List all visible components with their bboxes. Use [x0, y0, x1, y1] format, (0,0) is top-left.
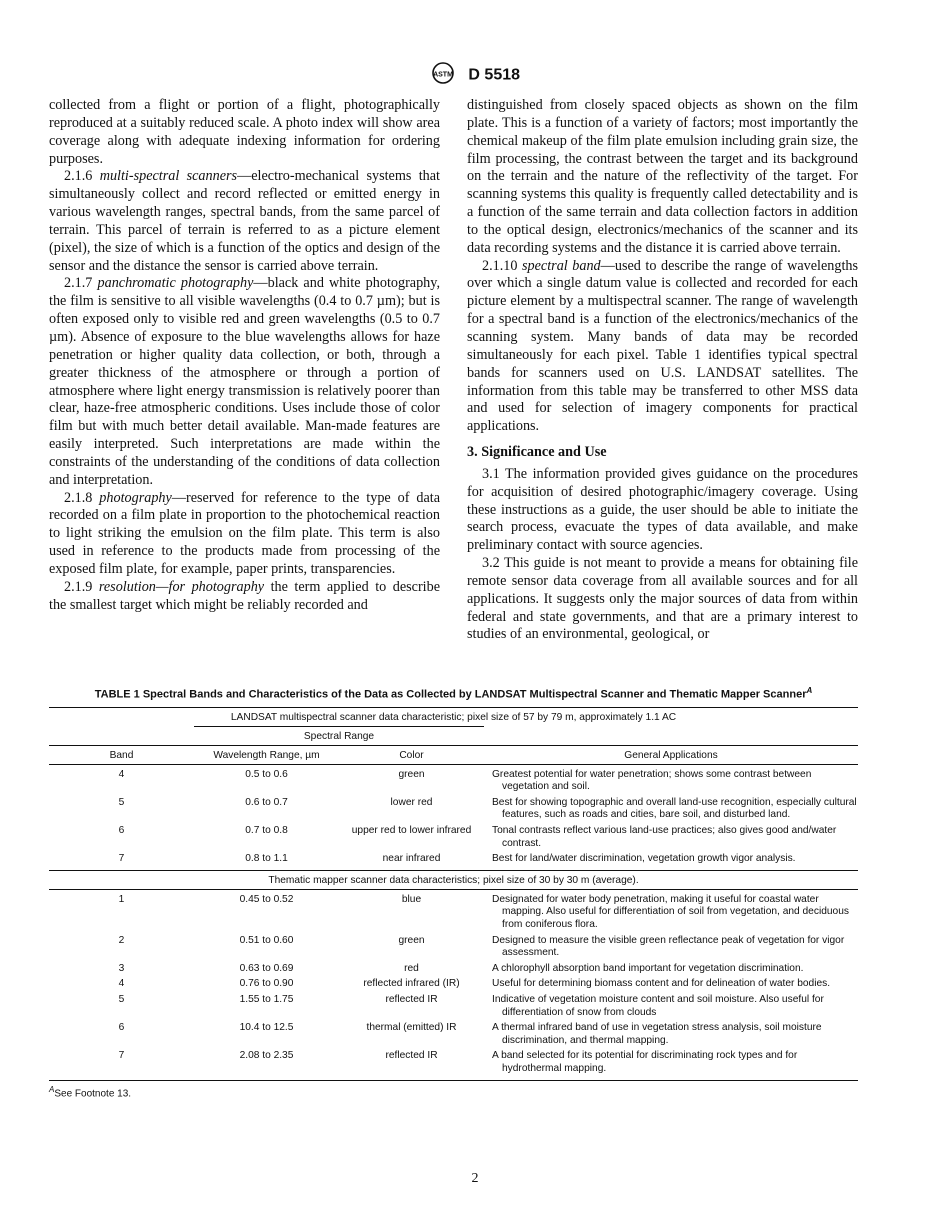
column-header: Band	[49, 745, 194, 764]
band-cell: 7	[118, 853, 125, 865]
color-cell: thermal (emitted) IR	[366, 1022, 457, 1034]
table-row	[49, 1020, 858, 1048]
application-cell	[484, 889, 858, 932]
band-cell: 4	[118, 978, 125, 990]
table-row	[49, 961, 858, 977]
application-cell	[484, 795, 858, 823]
table-row	[49, 1048, 858, 1080]
table-caption: TABLE 1 Spectral Bands and Characteristics of the Data as Collected by LANDSAT Multispectral Scanner and Thematic Mapper Scanner$^A$	[94, 686, 813, 701]
table-row	[49, 795, 858, 823]
wavelength-cell: 0.63 to 0.69	[239, 962, 294, 974]
table-row	[49, 992, 858, 1020]
wavelength-cell: 0.7 to 0.8	[245, 825, 288, 837]
application-text: Best for land/water discrimination, vegetation growth vigor analysis.	[492, 853, 796, 865]
wavelength-cell: 2.08 to 2.35	[239, 1050, 294, 1062]
application-text: Designed to measure the visible green reflectance peak of vegetation for vigor assessment.	[492, 934, 845, 959]
table-row	[49, 823, 858, 851]
table-row	[49, 851, 858, 870]
application-text: Greatest potential for water penetration; shows some contrast between vegetation and soil.	[492, 768, 812, 793]
color-cell: near infrared	[382, 853, 441, 865]
application-text: Best for showing topographic and overall land-use recognition, especially cultural features, such as roads and cities, bare soil, and disturbed land.	[492, 796, 857, 821]
application-cell	[484, 933, 858, 961]
column-header-row	[49, 745, 858, 764]
application-text: Tonal contrasts reflect various land-use practices; also gives good and/water contrast.	[492, 825, 837, 849]
application-cell	[484, 823, 858, 851]
wavelength-cell: 1.55 to 1.75	[239, 993, 294, 1005]
color-cell: reflected infrared (IR)	[363, 978, 460, 990]
band-cell: 3	[118, 962, 125, 974]
band-cell: 6	[118, 1022, 125, 1034]
application-text: A thermal infrared band of use in vegetation stress analysis, soil moisture discrimination, and thermal mapping.	[492, 1022, 822, 1046]
tm-rows	[49, 889, 858, 1080]
column-header: Wavelength Range, µm	[194, 745, 339, 764]
wavelength-cell: 0.51 to 0.60	[239, 934, 294, 946]
color-cell: green	[398, 934, 425, 946]
table-row	[49, 976, 858, 992]
paragraph-2-1-9: 2.1.9 resolution—for photography the term applied to describe the smallest target which might be reliably recorded and	[49, 578, 440, 613]
color-cell: lower red	[390, 796, 433, 808]
application-text: Useful for determining biomass content and for delineation of water bodies.	[492, 978, 831, 990]
paragraph-photo-index: collected from a flight or portion of a flight, photographically reproduced at a suitably reduced scale. A photo index will show area coverage along with adequate indexing information for ordering purposes.	[49, 97, 440, 167]
spectral-bands-table	[49, 707, 858, 1081]
table-row	[49, 933, 858, 961]
band-cell: 2	[118, 934, 125, 946]
paragraph-3-1: 3.1 The information provided gives guidance on the procedures for acquisition of desired photographic/imagery coverage. Using these instructions as a guide, the user should be able to initiate the search process, evacuate the types of data available, and make preliminary contact with source agencies.	[467, 465, 858, 554]
color-cell: reflected IR	[385, 993, 438, 1005]
paragraph-2-1-10: 2.1.10 spectral band—used to describe the range of wavelengths over which a single datum value is collected and recorded for each picture element by a multispectral scanner. The range of wavelength for a spectral band is a function of the electronics/mechanics of the scanning system. Many bands of data may be recorded simultaneously for each pixel. Table 1 identifies typical spectral bands for scanners used on U.S. LANDSAT satellites. The information from this table may be transferred to other MSS data and used for selection of imagery components for practical applications.	[467, 257, 858, 435]
application-cell	[484, 976, 858, 992]
band-cell: 4	[49, 764, 194, 795]
wavelength-cell: 0.5 to 0.6	[194, 764, 339, 795]
page-header	[0, 62, 950, 89]
tm-heading-row: Thematic mapper scanner data characteristics; pixel size of 30 by 30 m (average).	[49, 870, 858, 889]
application-cell	[484, 1048, 858, 1080]
application-cell	[484, 992, 858, 1020]
paragraph-2-1-7: 2.1.7 panchromatic photography—black and white photography, the film is sensitive to all visible wavelengths (0.4 to 0.7 µm); but is often exposed only to visible red and green wavelengths (0.5 to 0.7 µm). Absence of exposure to the blue wavelengths allows for haze penetration or higher quality data collection, or both, through a greater thickness of the atmosphere or through a portion of atmosphere where light energy transmission is relatively poorer than clear, haze-free atmospheric conditions. Uses include those of color film but with much better detail available. Man-made features are easily interpreted. Such interpretations are made within the constraints of the understanding of the conditions of data collection and interpretation.	[49, 275, 440, 488]
color-cell: red	[404, 962, 419, 974]
application-cell	[484, 961, 858, 977]
band-cell: 1	[49, 889, 194, 932]
band-cell: 5	[118, 993, 125, 1005]
column-header: Color	[339, 745, 484, 764]
spectral-range-row: Spectral Range	[49, 726, 858, 745]
application-cell	[484, 1020, 858, 1048]
svg-text:ASTM: ASTM	[433, 71, 453, 79]
application-text: Indicative of vegetation moisture content and soil moisture. Also useful for differentiation of snow from clouds	[492, 993, 824, 1018]
application-cell	[484, 764, 858, 795]
band-cell: 7	[118, 1050, 125, 1062]
band-cell: 5	[118, 796, 125, 808]
table-1	[49, 684, 858, 1099]
wavelength-cell: 0.76 to 0.90	[239, 978, 294, 990]
document-designation: D 5518	[468, 66, 521, 84]
page-number: 2	[471, 1171, 479, 1186]
band-cell: 6	[118, 825, 125, 837]
column-header: General Applications	[484, 745, 858, 764]
table-row	[49, 889, 858, 932]
left-column	[49, 97, 440, 614]
right-column	[467, 97, 858, 644]
application-text: Designated for water body penetration, making it useful for coastal water mapping. Also useful for differentiation of soil from vegetation, and deciduous from coniferous flora.	[492, 893, 849, 930]
color-cell: green	[339, 764, 484, 795]
paragraph-2-1-6: 2.1.6 multi-spectral scanners—electro-mechanical systems that simultaneously collect and record reflected or emitted energy in various wavelength ranges, spectral bands, from the same parcel of terrain. This parcel of terrain is referred to as a picture element (pixel), the size of which is a function of the optics and design of the sensor and the distance the sensor is carried above terrain.	[49, 168, 440, 274]
application-text: A chlorophyll absorption band important for vegetation discrimination.	[492, 962, 804, 974]
table-row	[49, 764, 858, 795]
application-text: A band selected for its potential for discriminating rock types and for hydrothermal mapping.	[492, 1050, 798, 1074]
color-cell: reflected IR	[385, 1050, 438, 1062]
color-cell: upper red to lower infrared	[351, 825, 472, 837]
wavelength-cell: 0.6 to 0.7	[245, 796, 288, 808]
mss-heading-row: LANDSAT multispectral scanner data characteristic; pixel size of 57 by 79 m, approximately 1.1 AC	[49, 707, 858, 726]
astm-logo-icon	[430, 62, 456, 89]
application-cell	[484, 851, 858, 870]
wavelength-cell: 10.4 to 12.5	[239, 1022, 294, 1034]
section-heading-significance: 3. Significance and Use	[467, 444, 607, 461]
wavelength-cell: 0.8 to 1.1	[245, 853, 288, 865]
color-cell: blue	[339, 889, 484, 932]
paragraph-resolution-cont: distinguished from closely spaced objects as shown on the film plate. This is a function of a variety of factors; most importantly the chemical makeup of the film plate emulsion including grain size, the film processing, the contrast between the target and its background on the terrain and the nature of the reflectivity of the target. For scanning systems this quality is frequently called detectability and is a function of the same terrain and data collection factors in addition to the optical design, electronics/mechanics of the scanner and its data recording systems and the distance it is carried above terrain.	[467, 97, 858, 256]
paragraph-2-1-8: 2.1.8 photography—reserved for reference to the type of data recorded on a film plate in proportion to the photochemical reaction to light striking the emulsion on the film plate. This term is also used in reference to the products made from processing of the exposed film plate, for example, paper prints, transparencies.	[49, 489, 440, 577]
mss-rows	[49, 764, 858, 870]
wavelength-cell: 0.45 to 0.52	[194, 889, 339, 932]
paragraph-3-2: 3.2 This guide is not meant to provide a means for obtaining file remote sensor data coverage from all available sources and for all applications. It suggests only the major sources of data from within federal and state governments, and that are a primary interest to studies of an environmental, geological, or	[467, 555, 858, 643]
table-footnote: $^A$See Footnote 13.	[49, 1084, 132, 1099]
